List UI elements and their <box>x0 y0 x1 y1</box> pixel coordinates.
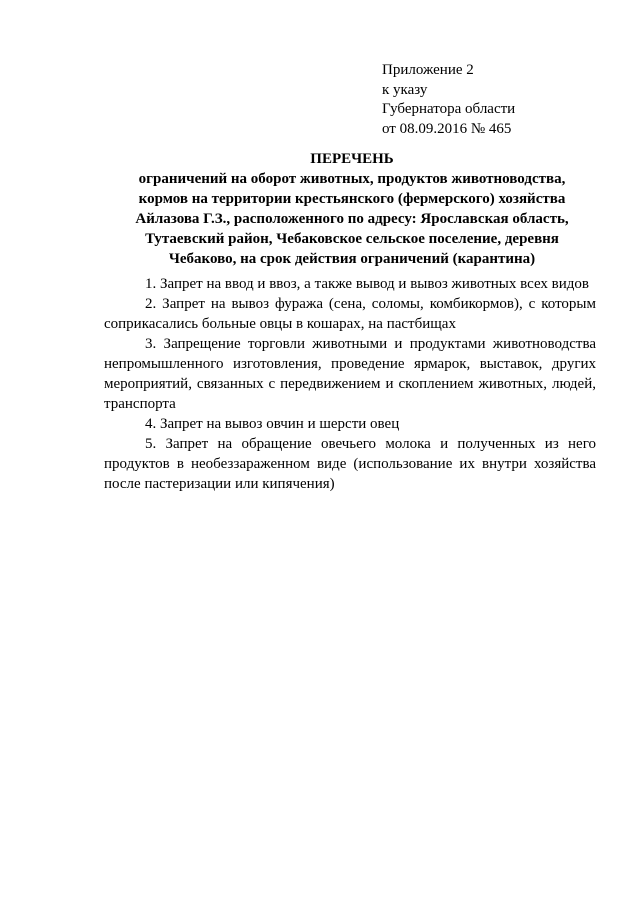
restriction-item: 5. Запрет на обращение овечьего молока и полученных из него продуктов в необеззараженном виде (использование их внутри хозяйства после пастеризации или кипячения) <box>104 436 596 492</box>
heading-line: кормов на территории крестьянского (фермерского) хозяйства <box>138 191 566 207</box>
restriction-item: 1. Запрет на ввод и ввоз, а также вывод и вывоз животных всех видов <box>145 276 589 292</box>
heading-line: Айлазова Г.З., расположенного по адресу: Ярославская область, <box>135 211 569 227</box>
restriction-item: 2. Запрет на вывоз фуража (сена, соломы, комбикормов), с которым соприкасались больные овцы в кошарах, на пастбищах <box>104 296 596 332</box>
restrictions-list <box>104 274 596 494</box>
heading-line: ограничений на оборот животных, продуктов животноводства, <box>138 171 566 187</box>
heading-line: Тутаевский район, Чебаковское сельское поселение, деревня <box>145 231 559 247</box>
document-title: ПЕРЕЧЕНЬ <box>310 151 394 167</box>
annex-line: Губернатора области <box>382 101 516 117</box>
heading-line: Чебаково, на срок действия ограничений (карантина) <box>168 251 536 267</box>
annex-line: к указу <box>382 81 428 98</box>
document-heading <box>92 149 612 269</box>
annex-line: от 08.09.2016 № 465 <box>382 120 512 137</box>
restriction-item: 3. Запрещение торговли животными и продуктами животноводства непромышленного изготовления, проведение ярмарок, выставок, других мероприятий, связанных с передвижением и скоплением животных, людей, транспорта <box>104 336 596 412</box>
restriction-item: 4. Запрет на вывоз овчин и шерсти овец <box>145 416 400 432</box>
annex-line: Приложение 2 <box>382 62 474 78</box>
annex-reference <box>382 61 515 139</box>
